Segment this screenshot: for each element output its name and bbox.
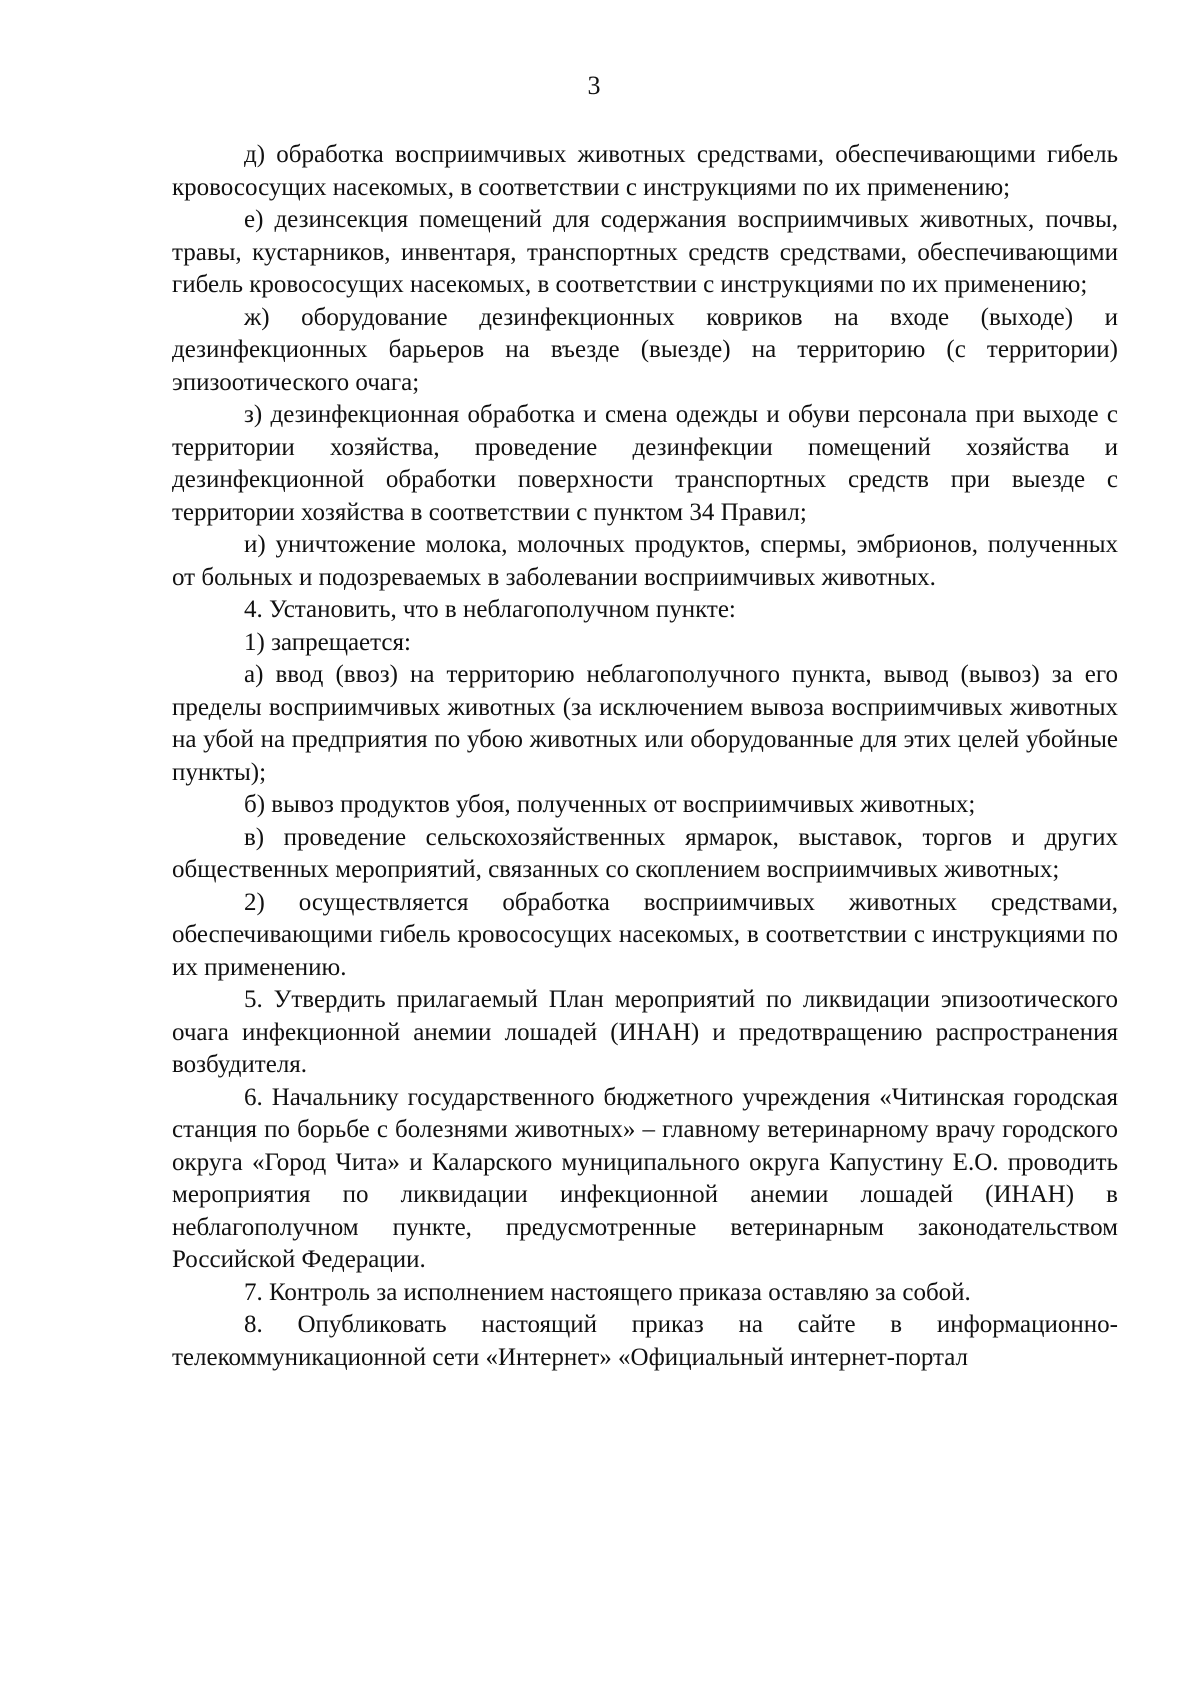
paragraph-4-1-prohibited: 1) запрещается:	[244, 628, 411, 656]
paragraph-b-slaughter-products: б) вывоз продуктов убоя, полученных от восприимчивых животных;	[244, 791, 976, 818]
page-number: 3	[587, 71, 601, 100]
paragraph-d-insect-treatment: д) обработка восприимчивых животных средствами, обеспечивающими гибель кровососущих насекомых, в соответствии с инструкциями по их применению;	[172, 141, 1118, 201]
paragraph-v-fairs-exhibitions: в) проведение сельскохозяйственных ярмарок, выставок, торгов и других общественных мероприятий, связанных со скоплением восприимчивых животных;	[172, 823, 1118, 883]
paragraph-6-head-of-institution: 6. Начальнику государственного бюджетного учреждения «Читинская городская станция по борьбе с болезнями животных» – главному ветеринарному врачу городского округа «Город Чита» и Каларского муниципального округа Капустину Е.О. проводить мероприятия по ликвидации инфекционной анемии лошадей (ИНАН) в неблагополучном пункте, предусмотренные ветеринарным законодательством Российской Федерации.	[172, 1083, 1118, 1273]
paragraph-4-2-treatment: 2) осуществляется обработка восприимчивых животных средствами, обеспечивающими гибель кровососущих насекомых, в соответствии с инструкциями по их применению.	[172, 888, 1118, 981]
paragraph-4-establish: 4. Установить, что в неблагополучном пункте:	[244, 596, 736, 623]
paragraph-8-publish: 8. Опубликовать настоящий приказ на сайте в информационно-телекоммуникационной сети «Интернет» «Официальный интернет-портал	[172, 1311, 1118, 1371]
paragraph-a-animal-movement: а) ввод (ввоз) на территорию неблагополучного пункта, вывод (вывоз) за его пределы восприимчивых животных (за исключением вывоза восприимчивых животных на убой на предприятия по убою животных или оборудованные для этих целей убойные пункты);	[172, 661, 1118, 786]
paragraph-5-approve-plan: 5. Утвердить прилагаемый План мероприятий по ликвидации эпизоотического очага инфекционной анемии лошадей (ИНАН) и предотвращению распространения возбудителя.	[172, 986, 1118, 1078]
paragraph-zh-disinfection-mats: ж) оборудование дезинфекционных ковриков на входе (выходе) и дезинфекционных барьеров на въезде (выезде) на территорию (с территории) эпизоотического очага;	[172, 303, 1118, 396]
paragraph-7-control: 7. Контроль за исполнением настоящего приказа оставляю за собой.	[244, 1278, 971, 1306]
paragraph-e-disinsection: е) дезинсекция помещений для содержания восприимчивых животных, почвы, травы, кустарников, инвентаря, транспортных средств средствами, обеспечивающими гибель кровососущих насекомых, в соответствии с инструкциями по их применению;	[172, 206, 1118, 298]
document-body	[172, 139, 1118, 1374]
paragraph-z-personnel-disinfection: з) дезинфекционная обработка и смена одежды и обуви персонала при выходе с территории хозяйства, проведение дезинфекции помещений хозяйства и дезинфекционной обработки поверхности транспортных средств при выезде с территории хозяйства в соответствии с пунктом 34 Правил;	[172, 401, 1118, 526]
paragraph-i-destruction-of-products: и) уничтожение молока, молочных продуктов, спермы, эмбрионов, полученных от больных и подозреваемых в заболевании восприимчивых животных.	[172, 531, 1118, 591]
